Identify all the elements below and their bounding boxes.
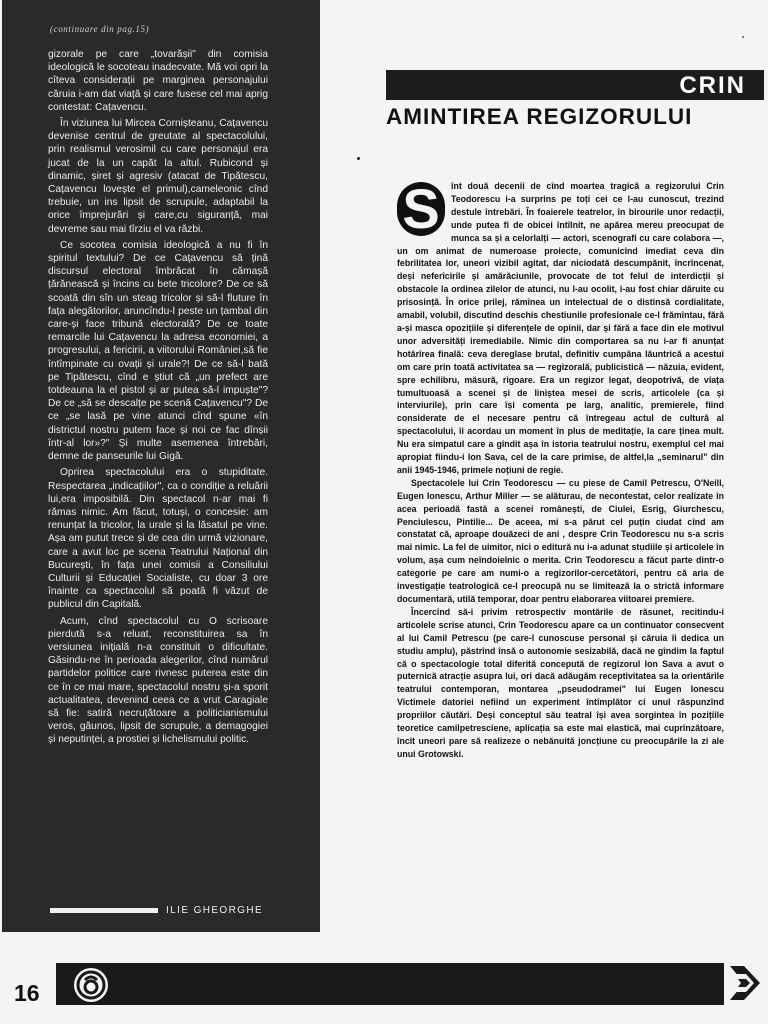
footer-bar — [56, 963, 724, 1005]
magazine-logo-icon — [72, 966, 110, 1004]
author-signature — [50, 903, 716, 917]
drop-cap: S — [397, 182, 445, 236]
left-paragraph: gizorale pe care „tovarășii" din comisia ideologică le socoteau inadecvate. Mă voi opri la cîteva considerații pe marginea personajului căruia i-am dat viață și care fusese cel mai aprig contestat: Cațavencu. — [48, 49, 268, 113]
print-speck — [742, 36, 744, 38]
left-paragraph: Ce socotea comisia ideologică a nu fi în spiritul textului? De ce Cațavencu să țină discursul electoral îmbrăcat în cămașă țărănească și încins cu bete tricolore? De ce să scoată din sîn un steag tricolor și să-l fluture în fața alegătorilor, aruncîndu-l peste un țambal din care-și face tribună electorală? De ce toate remarcile lui Cațavencu la adresa economiei, a progresului, a fericirii, a viitorului României,să fie întîmpinate cu ovații și urale?! De ce să-l bată pe Tipătescu, cînd e știut că „un prefect are totdeauna la el pistol și ar putea să-l impuște"? De ce „să se descalțe pe scenă Cațavencu"? De ce „se lasă pe vine atunci cînd spune «în districtul nostru putem face și noi ce fac dînșii într-al lor»?" Și multe asemenea întrebări, demne de panseurile lui Gigă. — [48, 239, 268, 463]
title-bar: CRIN — [386, 70, 764, 100]
next-page-arrow-icon — [726, 960, 764, 1006]
article-body — [397, 177, 724, 761]
continuation-note: (continuare din pag.15) — [50, 24, 150, 34]
article-paragraph: Încercînd să-i privim retrospectiv montările de răsunet, recitindu-i articolele scrise atunci, Crin Teodorescu apare ca un continuator consecvent al lui Camil Petrescu (pe care-l cunoscuse personal și căruia îi dedica un studiu amplu), păstrînd însă o autonomie sesizabilă, dacă ne gîndim la faptul că o spectacologie total diferită concepută de regizorul Ion Sava a avut o puternică atracție asupra lui, ori dacă adăugăm receptivitatea sa la orientările teatrului contemporan, montarea „pseudodramei" lui Eugen Ionescu Victimele datoriei nefiind un experiment întîmplător ci unul răspunzînd propriilor căutări. Deși conceptul său teatral își avea sorgintea în pozițiile teoretice camilpetresciene, aplicația sa este mai elastică, mai cuprinzătoare, încît uneori pare să realizeze o nebănuită joncțiune cu preocupările la zi ale unui Grotowski. — [397, 606, 724, 759]
print-speck — [357, 157, 360, 160]
article-paragraph: Spectacolele lui Crin Teodorescu — cu piese de Camil Petrescu, O'Neill, Eugen Ionescu, Arthur Miller — se alăturau, de necontestat, celor realizate în acea perioadă fastă a scenei românești, de Ciulei, Esrig, Giurchescu, Penciulescu, Pintilie... De aceea, mi s-a părut cel puțin ciudat cînd am constatat că, aproape douăzeci de ani , despre Crin Teodorescu nu s-a scris mai nimic. La fel de uimitor, nici o editură nu i-a adunat studiile și articolele în volum, așa cum neîndoielnic o merita. Crin Teodorescu a făcut parte dintr-o categorie pe care am numi-o a regizorilor-cercetători, pentru că aria de investigație teatrologică ce-l preocupă nu se limitează la o strictă informare documentară, utilă temporar, doar pentru elaborarea viitoarei premiere. — [397, 477, 724, 604]
left-paragraph: Oprirea spectacolului era o stupiditate. Respectarea „indicațiilor", ca o condiție a reluării lui,era imposibilă. Din spectacol n-ar mai fi rămas nimic. Am făcut, totuși, o concesie: am renunțat la tricolor, la urale și la lăsatul pe vine. Așa am putut trece și de cea din urmă vizionare, care a avut loc pe scena Teatrului Național din București, în fața unei comisii a Consiliului Culturii și Educației Socialiste, cu doar 3 ore înainte ca spectacolul să poată fi văzut de publicul din Capitală. — [48, 467, 268, 611]
article-paragraph: înt două decenii de cînd moartea tragică a regizorului Crin Teodorescu i-a surprins pe toți cei ce l-au cunoscut, trezind destule întrebări. În foaierele teatrelor, în birourile unor redacții, unde putea fi de obicei întîlnit, ne apărea mereu preocupat de munca sa și a celorlalți — actori, scenografi cu care colabora —, un om animat de numeroase proiecte, comunicînd imediat ceva din febrilitatea lor, uneori vizibil agitat, dar niciodată descumpănit, încrîncenat, deși neferîcirile și amărăciunile, provocate de tot felul de interdicții și obstacole la ordinea zilelor de atunci, nu l-au ocolit, i-au fost chiar dăruite cu prisosință. În orice prilej, rămînea un intelectual de o distinsă cordialitate, amabil, volubil, discutînd deschis chestiunile profesionale ce-l frămîntau, fără a-și masca opozițiile și diferențele de opinii, dar și fără a face din ele motivul unor adversități iremediabile. Nimic din comportarea sa nu i-ar fi anunțat hotărîrea finală: ceva dereglase brutal, definitiv cumpăna lăuntrică a acestui om care prin toată activitatea sa — regizorală, publicistică — năzuia, evident, spre echilibru, măsură, rigoare. Era un regizor legat, deopotrivă, de viața tumultuoasă a scenei și de liniștea mesei de scris, articolele (ca și interviurile), prin care își comenta pe larg, analitic, premierele, fiind considerate de el necesare pentru că întregeau actul de cultură al spectacolului, îi acordau un moment în plus de meditație, la care ținea mult. Nu era simpatul care a gîndit așa în istoria teatrului nostru, exemplul cel mai apropiat fiindu-i Ion Sava, cel de la care primise, de altfel,la „seminarul" din anii 1945-1946, primele noțiuni de regie. — [397, 181, 724, 475]
author-rule — [50, 908, 158, 913]
page-number: 16 — [14, 980, 40, 1006]
left-paragraph: În viziunea lui Mircea Cornișteanu, Cațavencu devenise centrul de greutate al spectacolului, prin realismul verosimil cu care personajul era jucat de la un capăt la altul. Rubicond și dinamic, șiret și agresiv (atacat de Tipătescu, Cațavencu lovește el primul),cameleonic cînd trebuie, un ins lipsit de scrupule, adaptabil la orice împrejurări și care,cu siguranță, mai devreme sau mai tîrziu el va răzbi. — [48, 118, 268, 235]
left-paragraph: Acum, cînd spectacolul cu O scrisoare pierdută s-a reluat, reconstituirea sa în versiunea inițială n-a constituit o dificultate. Găsindu-ne în perioada alegerilor, cînd numărul partidelor politice care rivnesc puterea este din ce în ce mai mare, spectacolul nostru și-a sporit actualitatea, devenind ceea ce a vrut Caragiale să fie: satiră necruțătoare a politicianismului veros, găunos, lipsit de scrupule, a demagogiei și neputinței, a prostiei și lichelismului politic. — [48, 615, 268, 746]
author-name: ILIE GHEORGHE — [166, 904, 264, 916]
article-title: AMINTIREA REGIZORULUI — [386, 104, 693, 129]
continuation-column — [2, 0, 320, 932]
